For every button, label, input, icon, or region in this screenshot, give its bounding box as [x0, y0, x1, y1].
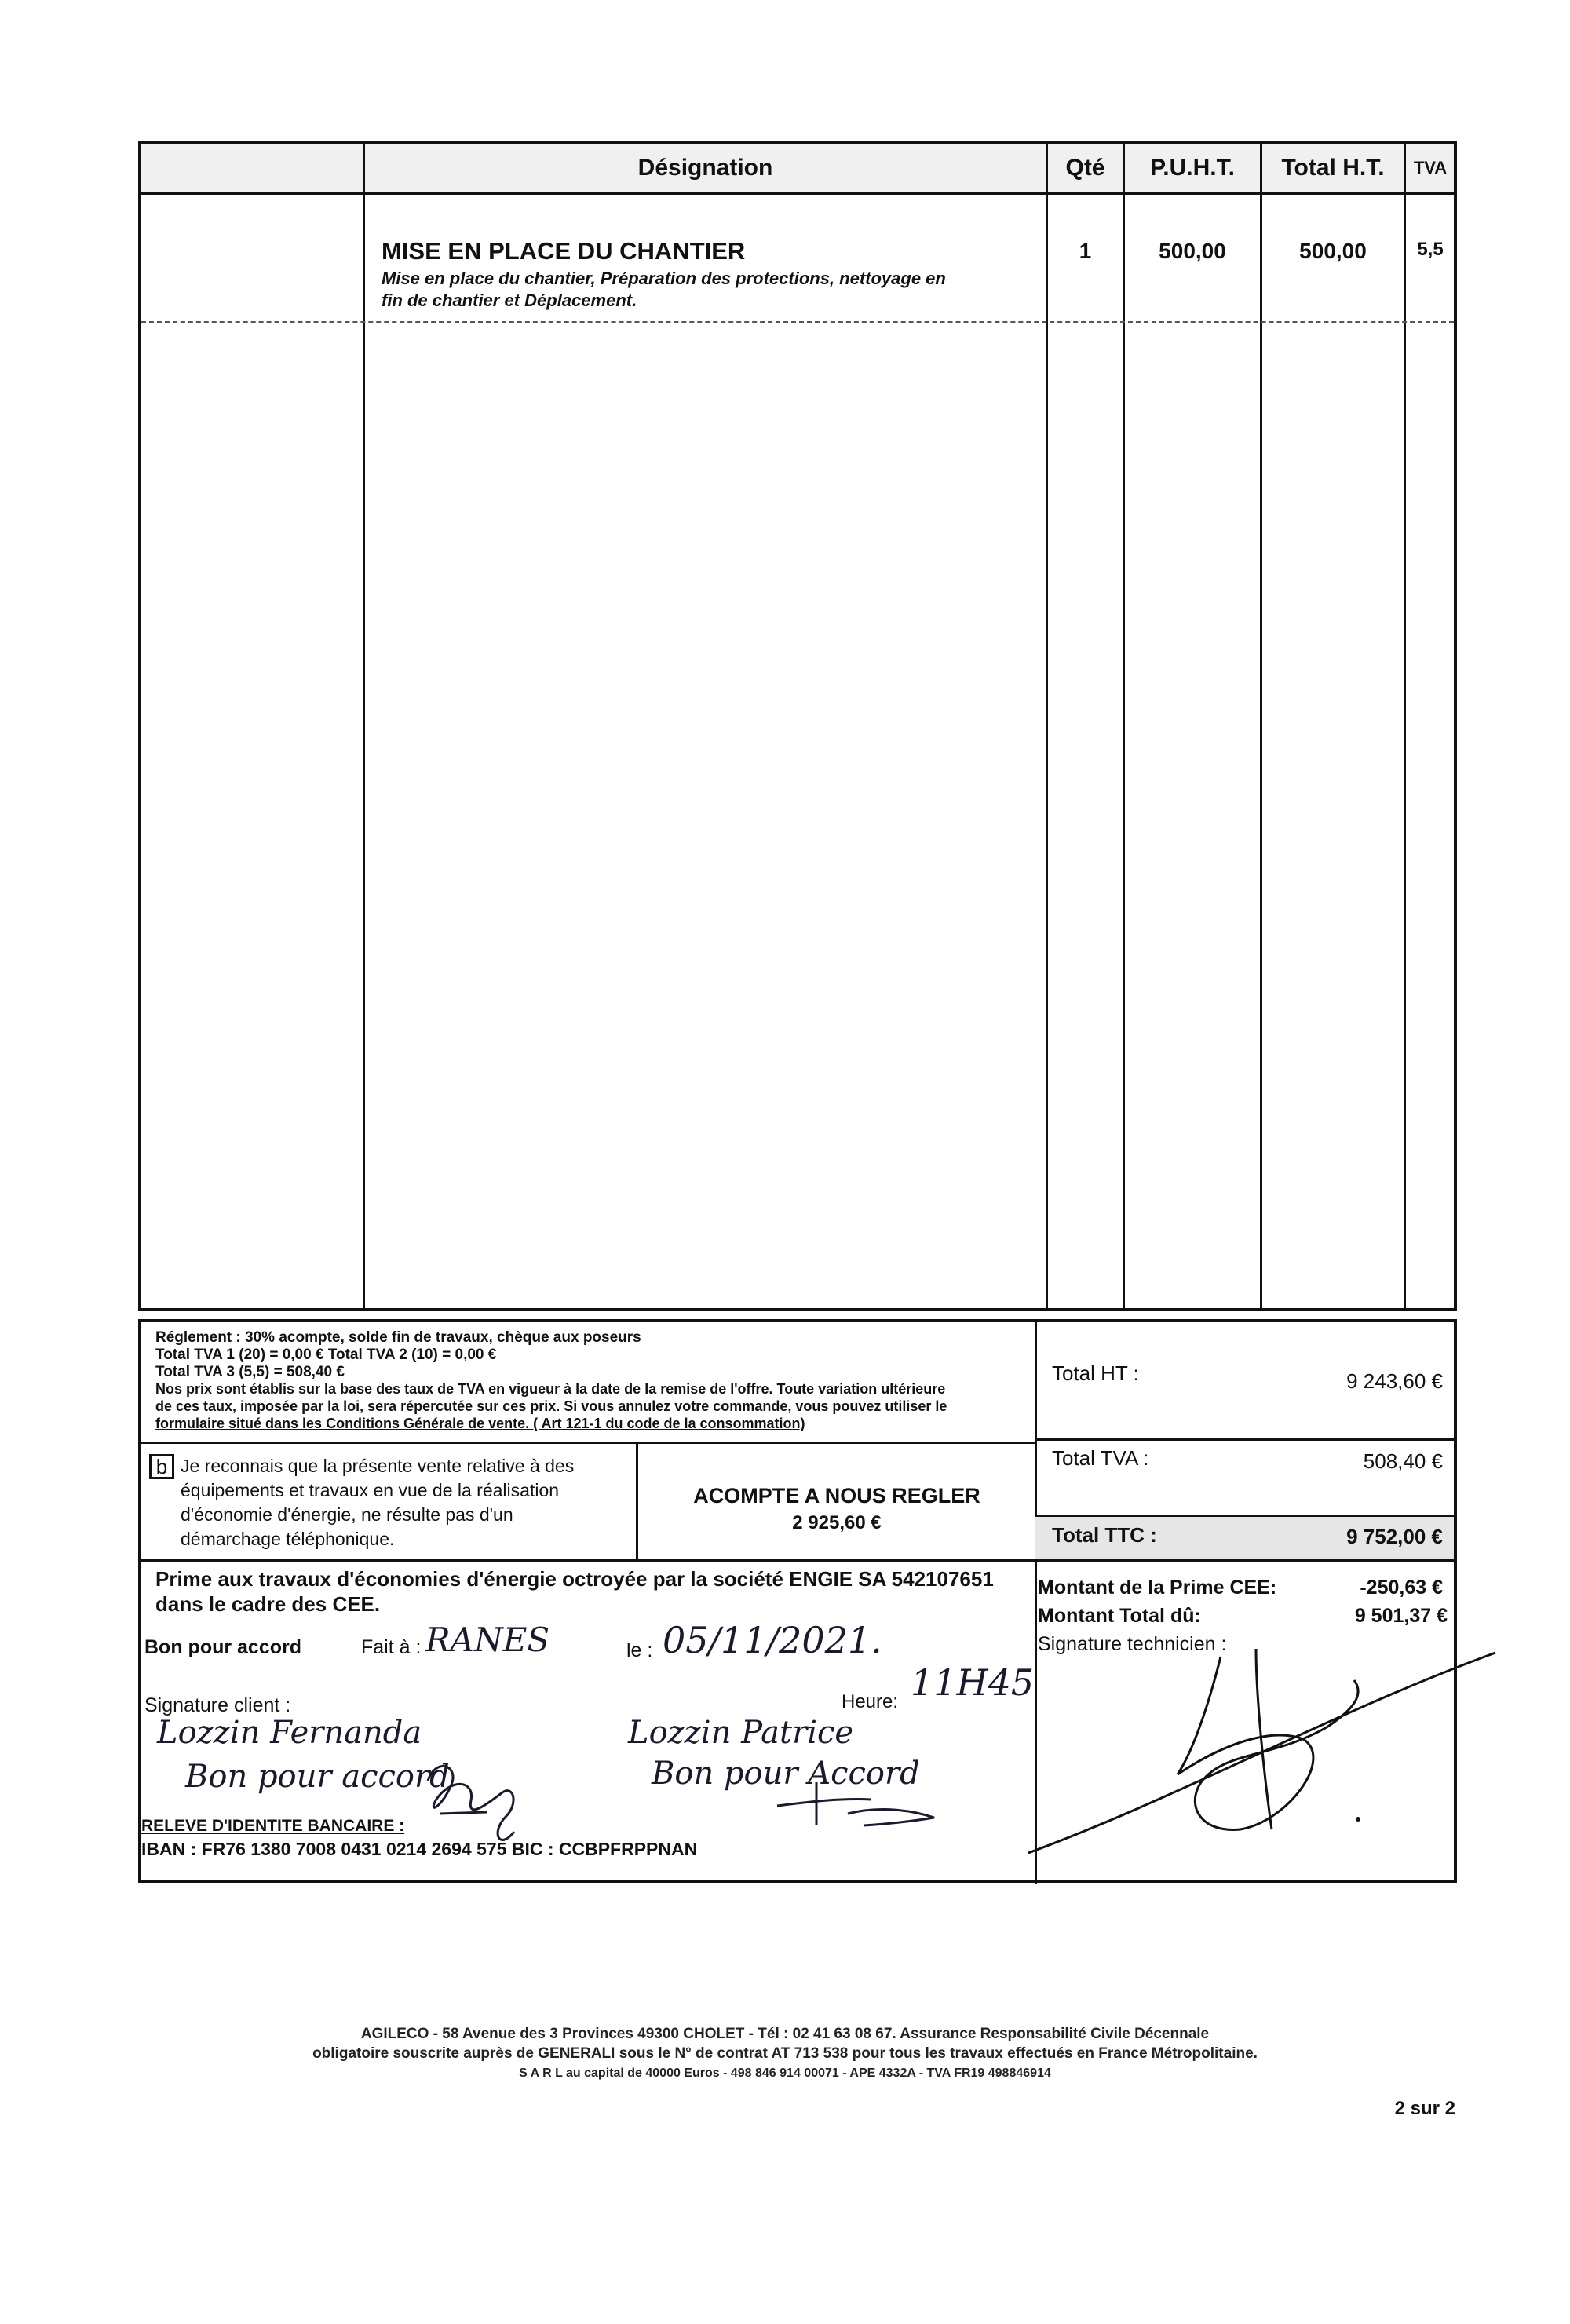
heure-value: 11H45 [911, 1661, 1035, 1704]
legal-line1: Nos prix sont établis sur la base des taux de TVA en vigueur à la date de la remise de l'offre. Toute variation ultérieure [155, 1381, 946, 1397]
row-description-line2: fin de chantier et Déplacement. [382, 290, 637, 310]
reglement-text: Réglement : 30% acompte, solde fin de travaux, chèque aux poseurs [155, 1329, 641, 1346]
le-label: le : [626, 1639, 653, 1661]
total-ht-value: 9 243,60 € [1346, 1369, 1443, 1393]
row-total-ht: 500,00 [1299, 239, 1367, 263]
client1-name: Lozzin Fernanda [157, 1715, 422, 1751]
tva-summary-line2: Total TVA 3 (5,5) = 508,40 € [155, 1364, 345, 1380]
company-line2: obligatoire souscrite auprès de GENERALI sous le N° de contrat AT 713 538 pour tous les travaux effectués en France Métropolitaine. [312, 2045, 1258, 2062]
row-qty: 1 [1079, 239, 1092, 263]
total-ttc-value: 9 752,00 € [1346, 1525, 1443, 1548]
total-ht-label: Total HT : [1052, 1361, 1139, 1385]
header-qty: Qté [1065, 155, 1105, 181]
acknowledgement-checkbox[interactable]: b [149, 1454, 174, 1479]
prime-cee-value: -250,63 € [1360, 1577, 1443, 1599]
legal-line3: formulaire situé dans les Conditions Générale de vente. ( Art 121-1 du code de la consommation) [155, 1416, 805, 1431]
technician-signature [1028, 1649, 1495, 1853]
acknowledgement-line2: équipements et travaux en vue de la réalisation [181, 1480, 560, 1500]
deposit-amount: 2 925,60 € [792, 1512, 882, 1533]
technician-signature-dot [1356, 1817, 1360, 1822]
row-puht: 500,00 [1159, 239, 1226, 263]
bon-pour-accord-label: Bon pour accord [144, 1636, 302, 1658]
signature-client-label: Signature client : [144, 1694, 291, 1716]
bank-title: RELEVE D'IDENTITE BANCAIRE : [141, 1817, 405, 1835]
fait-a-label: Fait à : [361, 1636, 422, 1658]
tva-summary-line1: Total TVA 1 (20) = 0,00 € Total TVA 2 (10) = 0,00 € [155, 1347, 497, 1363]
page-number: 2 sur 2 [1394, 2098, 1455, 2119]
total-ttc-label: Total TTC : [1052, 1523, 1157, 1547]
acknowledgement-line4: démarchage téléphonique. [181, 1529, 395, 1549]
company-line3: S A R L au capital de 40000 Euros - 498 846 914 00071 - APE 4332A - TVA FR19 498846914 [519, 2066, 1051, 2080]
date-value: 05/11/2021. [663, 1619, 882, 1661]
prime-cee-label: Montant de la Prime CEE: [1038, 1577, 1277, 1599]
header-puht: P.U.H.T. [1150, 155, 1235, 181]
header-total-ht: Total H.T. [1281, 155, 1385, 181]
acknowledgement-line3: d'économie d'énergie, ne résulte pas d'un [181, 1504, 513, 1525]
company-footer [236, 2024, 1334, 2083]
fait-a-value: RANES [425, 1621, 550, 1659]
client2-signature [777, 1782, 934, 1825]
row-title: MISE EN PLACE DU CHANTIER [382, 237, 746, 265]
client2-mention: Bon pour Accord [652, 1756, 920, 1792]
client2-name: Lozzin Patrice [628, 1715, 854, 1751]
client1-signature [428, 1766, 514, 1840]
prime-due-value: 9 501,37 € [1354, 1605, 1448, 1627]
header-tva: TVA [1413, 158, 1448, 177]
header-designation: Désignation [637, 155, 773, 181]
legal-line2: de ces taux, imposée par la loi, sera répercutée sur ces prix. Si vous annulez votre commande, vous pouvez utiliser le [155, 1398, 947, 1414]
deposit-label: ACOMPTE A NOUS REGLER [693, 1484, 980, 1507]
total-tva-label: Total TVA : [1052, 1446, 1149, 1470]
heure-label: Heure: [842, 1691, 899, 1712]
prime-line1: Prime aux travaux d'économies d'énergie octroyée par la société ENGIE SA 542107651 [155, 1567, 994, 1591]
acknowledgement-line1: Je reconnais que la présente vente relative à des [181, 1456, 575, 1476]
prime-due-label: Montant Total dû: [1038, 1605, 1201, 1627]
client1-mention: Bon pour accord [185, 1759, 450, 1795]
prime-line2: dans le cadre des CEE. [155, 1592, 381, 1616]
signature-technicien-label: Signature technicien : [1038, 1633, 1227, 1655]
row-tva: 5,5 [1417, 239, 1444, 260]
row-description-line1: Mise en place du chantier, Préparation des protections, nettoyage en [382, 269, 946, 288]
bank-iban: IBAN : FR76 1380 7008 0431 0214 2694 575 BIC : CCBPFRPPNAN [141, 1839, 698, 1859]
total-tva-value: 508,40 € [1363, 1449, 1443, 1473]
company-line1: AGILECO - 58 Avenue des 3 Provinces 49300 CHOLET - Tél : 02 41 63 08 67. Assurance Responsabilité Civile Décennale [360, 2026, 1210, 2042]
